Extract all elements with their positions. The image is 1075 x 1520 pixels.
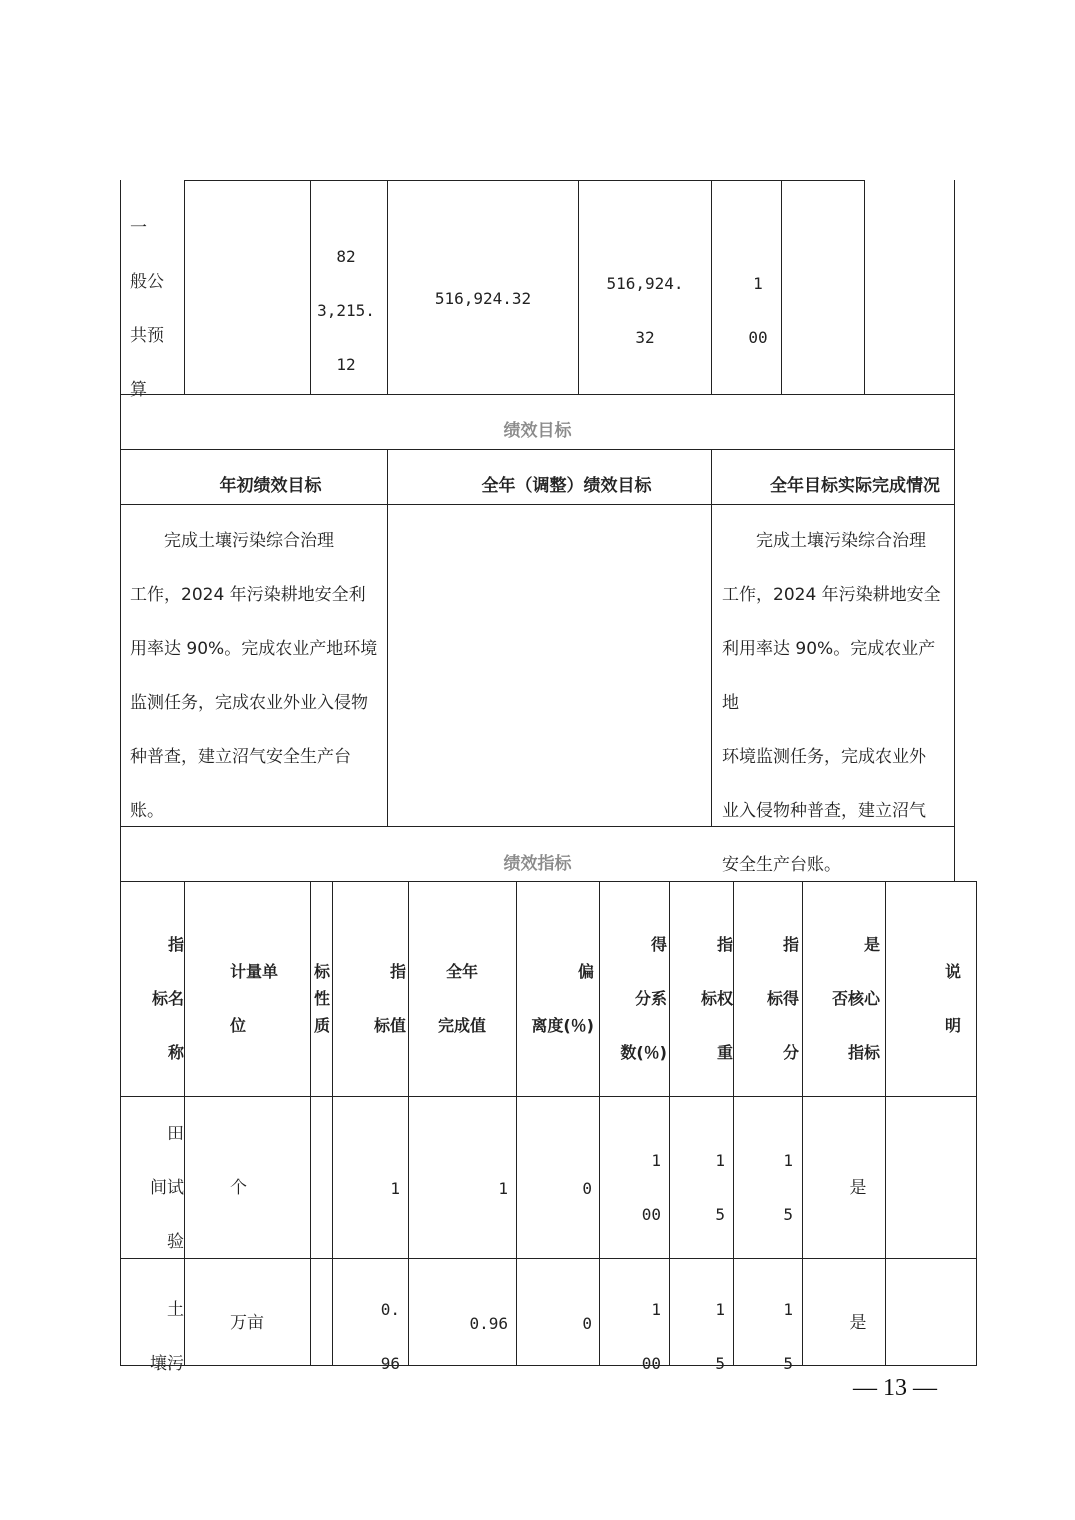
col-header-actual: 全年 完成值 xyxy=(437,962,486,1035)
indicator-deviation: 0 xyxy=(582,1179,592,1198)
col-header-deviation: 偏 离度(％) xyxy=(531,962,594,1035)
col-header-score: 指 标得 分 xyxy=(766,935,799,1062)
budget-value-d: 516,924. 32 xyxy=(606,274,684,347)
budget-value-e: 1 00 xyxy=(748,274,768,347)
indicator-unit: 个 xyxy=(230,1178,247,1198)
performance-goals-title: 绩效目标 xyxy=(503,421,572,441)
goal-header-adjusted: 全年（调整）绩效目标 xyxy=(481,476,652,496)
indicator-name: 田 间试 验 xyxy=(150,1124,184,1252)
col-header-nature: 标 性 质 xyxy=(314,962,331,1035)
performance-indicators-title: 绩效指标 xyxy=(503,854,572,874)
indicator-coefficient: 1 00 xyxy=(641,1300,661,1373)
indicator-target: 0. 96 xyxy=(380,1300,400,1373)
col-header-core: 是 否核心 指标 xyxy=(831,935,880,1062)
budget-value-c: 516,924.32 xyxy=(434,289,532,308)
indicator-weight: 1 5 xyxy=(715,1151,725,1224)
indicator-core: 是 xyxy=(849,1178,867,1198)
col-header-note: 说 明 xyxy=(944,962,961,1035)
indicator-actual: 0.96 xyxy=(469,1314,508,1333)
col-header-weight: 指 标权 重 xyxy=(700,935,733,1062)
budget-value-b: 82 3,215. 12 xyxy=(317,247,375,374)
indicator-weight: 1 5 xyxy=(715,1300,725,1373)
page-number: — 13 — xyxy=(853,1375,937,1401)
indicator-target: 1 xyxy=(390,1179,400,1198)
col-header-unit: 计量单 位 xyxy=(230,962,279,1035)
actual-completion-text: 完成土壤污染综合治理 工作，2024 年污染耕地安全 利用率达 90%。完成农业产地 环境监测任务，完成农业外 业入侵物种普查，建立沼气 安全生产台账。 xyxy=(722,531,941,875)
indicator-score: 1 5 xyxy=(783,1151,793,1224)
goal-header-actual: 全年目标实际完成情况 xyxy=(770,476,940,496)
indicator-score: 1 5 xyxy=(783,1300,793,1373)
indicator-actual: 1 xyxy=(498,1179,508,1198)
initial-goal-text: 完成土壤污染综合治理 工作，2024 年污染耕地安全利 用率达 90%。完成农业产地环境 监测任务，完成农业外业入侵物 种普查，建立沼气安全生产台 账。 xyxy=(130,531,378,821)
col-header-target: 指 标值 xyxy=(373,962,406,1035)
indicator-coefficient: 1 00 xyxy=(641,1151,661,1224)
indicator-name: 土 壤污 xyxy=(150,1300,184,1374)
goal-header-initial: 年初绩效目标 xyxy=(219,476,322,496)
indicator-core: 是 xyxy=(849,1313,867,1333)
indicator-unit: 万亩 xyxy=(230,1313,264,1333)
col-header-coefficient: 得 分系 数(％) xyxy=(620,935,667,1062)
indicator-deviation: 0 xyxy=(582,1314,592,1333)
col-header-name: 指 标名 称 xyxy=(151,935,184,1062)
budget-label: 一 般公 共预 算 xyxy=(130,218,164,400)
